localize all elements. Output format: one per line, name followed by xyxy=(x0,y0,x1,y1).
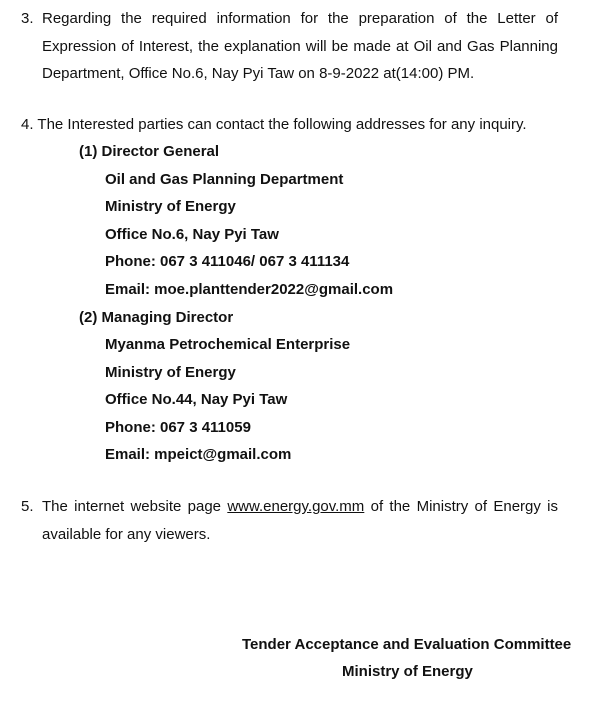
contact-2-office: Office No.44, Nay Pyi Taw xyxy=(105,391,288,408)
item-5-text-before: The internet website page xyxy=(42,498,228,515)
website-link[interactable]: www.energy.gov.mm xyxy=(227,498,365,515)
contact-1-phone: Phone: 067 3 411046/ 067 3 411134 xyxy=(105,253,350,270)
contact-2-phone: Phone: 067 3 411059 xyxy=(105,419,251,436)
contact-1-department: Oil and Gas Planning Department xyxy=(105,171,344,188)
item-5-text xyxy=(42,493,558,548)
item-5-number: 5. xyxy=(21,498,34,515)
contact-1-office: Office No.6, Nay Pyi Taw xyxy=(105,226,279,243)
item-4-intro: 4. The Interested parties can contact the following addresses for any inquiry. xyxy=(21,116,527,133)
signature-committee: Tender Acceptance and Evaluation Committee xyxy=(242,636,572,653)
contact-2-enterprise: Myanma Petrochemical Enterprise xyxy=(105,336,351,353)
contact-1-title: (1) Director General xyxy=(79,143,220,160)
item-3-text: Regarding the required information for the preparation of the Letter of Expression of Interest, the explanation will be made at Oil and Gas Planning Department, Office No.6, Nay Pyi Taw on 8-9-2022 at(14:00) PM. xyxy=(42,10,558,82)
item-3-paragraph xyxy=(21,5,558,88)
contact-2-ministry: Ministry of Energy xyxy=(105,364,236,381)
item-5-paragraph xyxy=(21,493,558,548)
contact-1-email: Email: moe.planttender2022@gmail.com xyxy=(105,281,394,298)
contact-2-email: Email: mpeict@gmail.com xyxy=(105,446,292,463)
contact-1-ministry: Ministry of Energy xyxy=(105,198,236,215)
signature-ministry: Ministry of Energy xyxy=(342,663,473,680)
contact-2-title: (2) Managing Director xyxy=(79,309,234,326)
item-5-text-after: of the Ministry of Energy is available for any viewers. xyxy=(42,498,559,543)
item-3-number: 3. xyxy=(21,10,34,27)
